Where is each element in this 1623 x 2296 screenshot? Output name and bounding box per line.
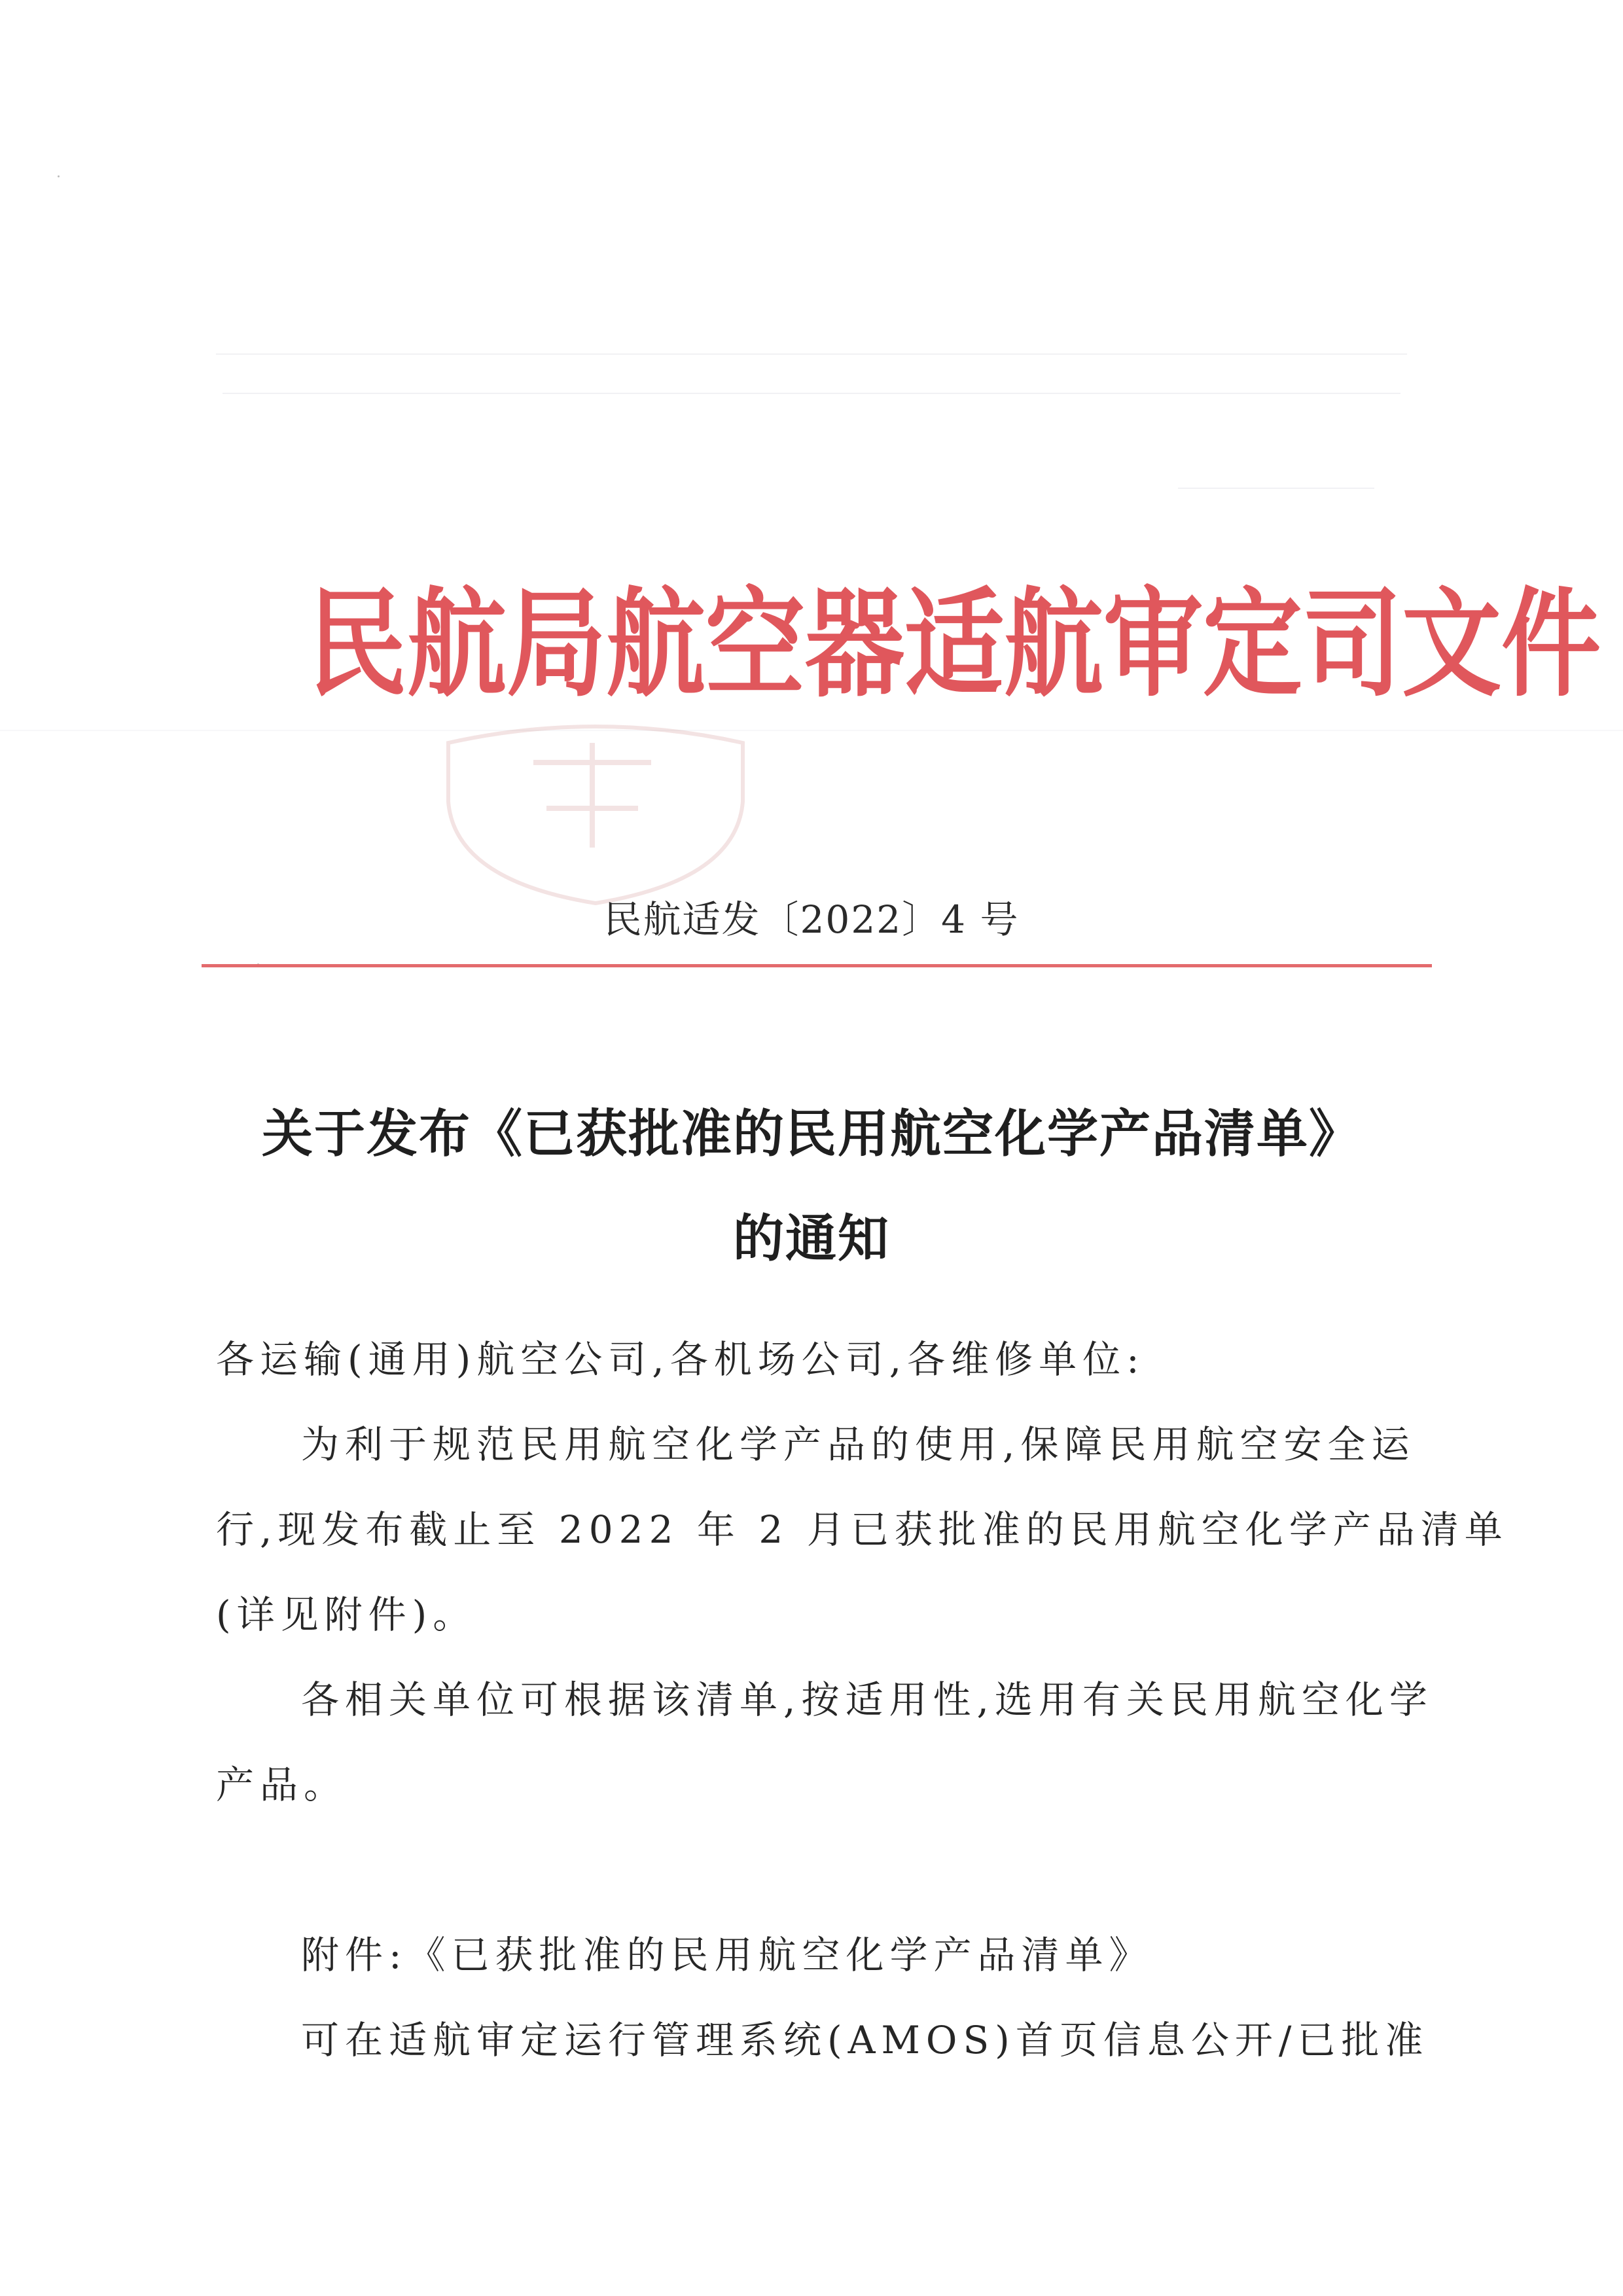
seal-watermark bbox=[435, 717, 756, 906]
scan-artifact bbox=[216, 353, 1407, 355]
masthead-character: 民 bbox=[308, 575, 407, 713]
paragraph-2-line-2: 产品。 bbox=[216, 1763, 348, 1807]
amos-line: 可在适航审定运行管理系统(AMOS)首页信息公开/已批准 bbox=[301, 2018, 1429, 2062]
scan-artifact bbox=[223, 393, 1400, 394]
masthead-character: 航 bbox=[606, 575, 705, 713]
masthead-title bbox=[308, 569, 1601, 720]
masthead-character: 航 bbox=[1004, 575, 1103, 713]
masthead-character: 航 bbox=[407, 575, 507, 713]
masthead-character: 局 bbox=[507, 575, 606, 713]
paragraph-1-line-2: 行,现发布截止至 2022 年 2 月已获批准的民用航空化学产品清单 bbox=[216, 1507, 1508, 1552]
masthead-character: 空 bbox=[705, 575, 805, 713]
masthead-character: 文 bbox=[1402, 575, 1501, 713]
scan-artifact bbox=[58, 175, 60, 177]
attachment-line: 附件:《已获批准的民用航空化学产品清单》 bbox=[301, 1933, 1153, 1977]
masthead-character: 定 bbox=[1203, 575, 1302, 713]
masthead-character: 审 bbox=[1103, 575, 1203, 713]
scan-artifact bbox=[1178, 488, 1374, 489]
masthead-character: 司 bbox=[1302, 575, 1402, 713]
scan-artifact bbox=[0, 730, 1623, 731]
notice-title-line-2: 的通知 bbox=[732, 1209, 890, 1268]
paragraph-1-line-3: (详见附件)。 bbox=[216, 1592, 477, 1637]
paragraph-1-line-1: 为利于规范民用航空化学产品的使用,保障民用航空安全运 bbox=[301, 1422, 1416, 1467]
paragraph-2-line-1: 各相关单位可根据该清单,按适用性,选用有关民用航空化学 bbox=[301, 1677, 1433, 1722]
notice-title-line-1: 关于发布《已获批准的民用航空化学产品清单》 bbox=[261, 1104, 1361, 1164]
document-number: 民航适发〔2022〕4 号 bbox=[603, 897, 1020, 942]
masthead-character: 件 bbox=[1501, 575, 1601, 713]
masthead-character: 器 bbox=[805, 575, 904, 713]
masthead-character: 适 bbox=[904, 575, 1004, 713]
salutation: 各运输(通用)航空公司,各机场公司,各维修单位: bbox=[216, 1337, 1145, 1382]
red-separator-rule bbox=[202, 964, 1432, 967]
